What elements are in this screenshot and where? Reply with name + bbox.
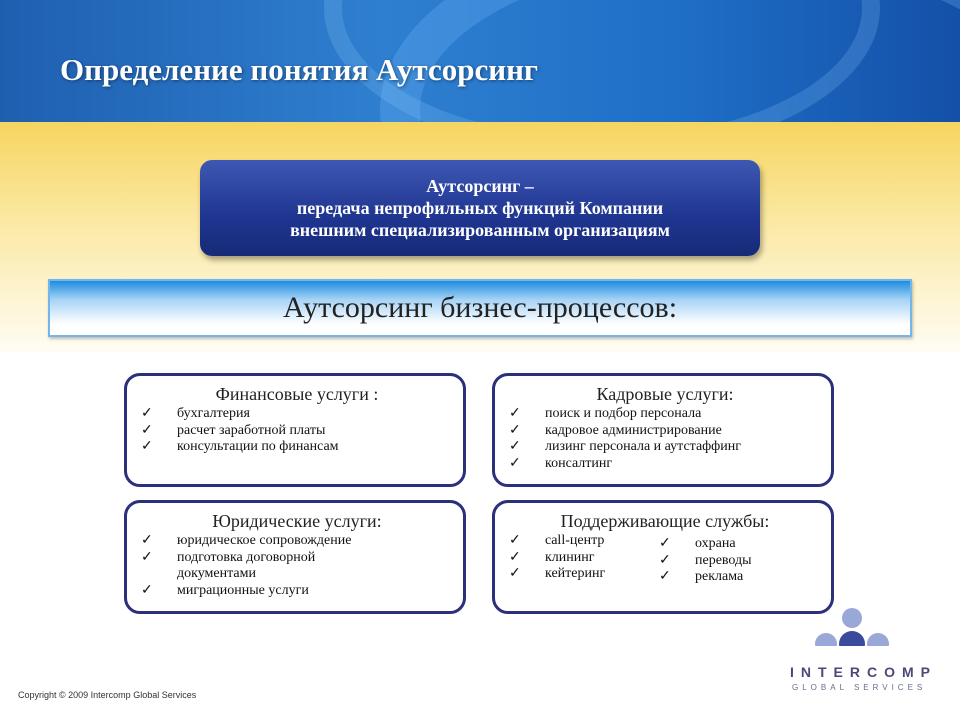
list-item: ✓ консультации по финансам [141, 439, 339, 454]
checklist [509, 533, 659, 586]
definition-line: Аутсорсинг – [426, 176, 534, 196]
list-item: ✓ лизинг персонала и аутстаффинг [509, 439, 741, 454]
logo-cut [810, 646, 894, 658]
support-columns [509, 531, 821, 586]
list-item: ✓ консалтинг [509, 455, 613, 471]
check-icon: ✓ [141, 549, 153, 565]
check-icon: ✓ [509, 533, 521, 548]
check-icon: ✓ [141, 582, 153, 598]
card-title: Кадровые услуги: [596, 384, 734, 404]
list-item: ✓ бухгалтерия [141, 406, 250, 421]
card-finance [124, 373, 466, 487]
check-icon: ✓ [509, 406, 521, 421]
list-item: ✓ кадровое администрирование [509, 422, 722, 438]
list-item: ✓ кейтеринг [509, 566, 606, 581]
check-icon: ✓ [659, 536, 671, 551]
logo-name: INTERCOMP [790, 664, 937, 680]
list-item: ✓ расчет заработной платы [141, 422, 326, 438]
check-icon: ✓ [141, 533, 153, 548]
check-icon: ✓ [141, 422, 153, 438]
list-item: ✓ call-центр [509, 533, 605, 548]
check-icon: ✓ [659, 569, 671, 584]
copyright-text: Copyright © 2009 Intercomp Global Services [18, 690, 197, 700]
list-item: ✓ охрана [659, 536, 736, 551]
list-item: ✓ миграционные услуги [141, 582, 309, 598]
card-legal [124, 500, 466, 614]
checklist [659, 536, 809, 586]
list-item: ✓ реклама [659, 569, 744, 584]
card-title: Финансовые услуги : [215, 384, 379, 404]
section-banner [48, 279, 912, 337]
card-title: Поддерживающие службы: [560, 511, 770, 531]
logo-dot [842, 608, 862, 628]
section-banner-text: Аутсорсинг бизнес-процессов: [282, 291, 678, 324]
list-item: ✓ поиск и подбор персонала [509, 406, 702, 421]
card-hr [492, 373, 834, 487]
checklist [509, 406, 821, 472]
check-icon: ✓ [509, 439, 521, 454]
check-icon: ✓ [659, 552, 671, 568]
check-icon: ✓ [141, 406, 153, 421]
list-item: ✓ переводы [659, 552, 752, 568]
list-item: ✓ юридическое сопровождение [141, 533, 352, 548]
page-title: Определение понятия Аутсорсинг [60, 52, 539, 87]
check-icon: ✓ [509, 549, 521, 565]
definition-line: передача непрофильных функций Компании [296, 198, 664, 218]
list-item: ✓ подготовка договорной документами [141, 549, 316, 581]
card-title: Юридические услуги: [212, 511, 382, 531]
checklist [141, 533, 453, 599]
check-icon: ✓ [509, 422, 521, 438]
checklist [141, 406, 453, 456]
card-support [492, 500, 834, 614]
definition-line: внешним специализированным организациям [290, 220, 670, 240]
list-item: ✓ клининг [509, 549, 595, 565]
logo-tagline: GLOBAL SERVICES [792, 683, 927, 692]
definition-box [200, 160, 760, 256]
check-icon: ✓ [509, 566, 521, 581]
check-icon: ✓ [509, 455, 521, 471]
check-icon: ✓ [141, 439, 153, 454]
